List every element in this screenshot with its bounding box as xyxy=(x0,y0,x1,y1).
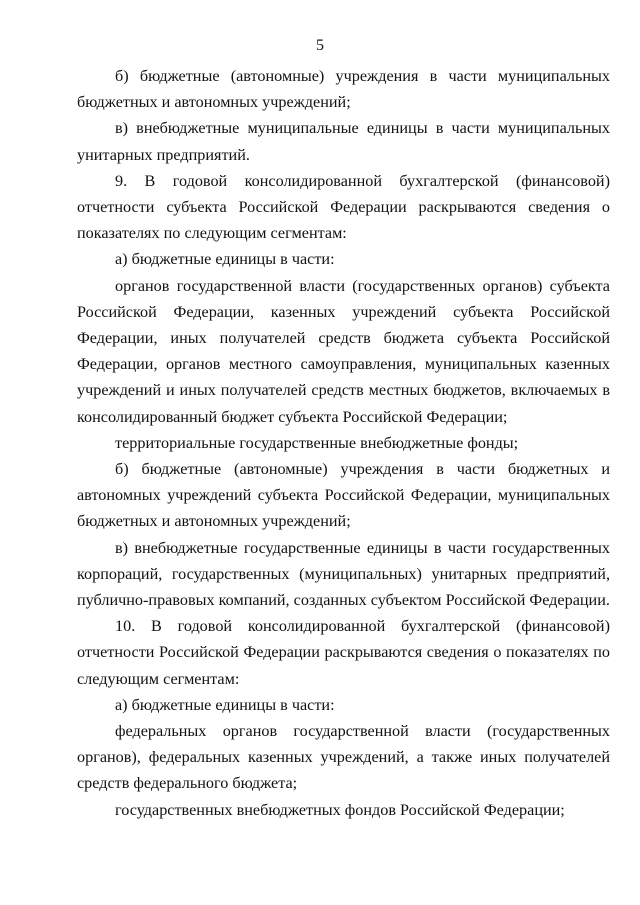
paragraph: государственных внебюджетных фондов Российской Федерации; xyxy=(115,800,565,819)
paragraph: органов государственной власти (государственных органов) субъекта Российской Федерации, казенных учреждений субъекта Российской Федерации, иных получателей средств бюджета субъекта Российской Федерации, органов местного самоуправления, муниципальных казенных учреждений и иных получателей средств местных бюджетов, включаемых в консолидированный бюджет субъекта Российской Федерации; xyxy=(77,276,610,426)
paragraph: а) бюджетные единицы в части: xyxy=(115,250,335,269)
body-text xyxy=(77,63,610,823)
paragraph: б) бюджетные (автономные) учреждения в части бюджетных и автономных учреждений субъекта Российской Федерации, муниципальных бюджетных и автономных учреждений; xyxy=(77,460,610,531)
paragraph: в) внебюджетные государственные единицы в части государственных корпораций, государственных (муниципальных) унитарных предприятий, публично-правовых компаний, созданных субъектом Российской Федерации. xyxy=(77,538,610,610)
paragraph: в) внебюджетные муниципальные единицы в части муниципальных унитарных предприятий. xyxy=(77,119,610,164)
page-number: 5 xyxy=(316,37,324,54)
paragraph: 10. В годовой консолидированной бухгалтерской (финансовой) отчетности Российской Федерации раскрываются сведения о показателях по следующим сегментам: xyxy=(77,617,610,688)
paragraph: а) бюджетные единицы в части: xyxy=(115,695,335,714)
paragraph: территориальные государственные внебюджетные фонды; xyxy=(115,433,519,452)
paragraph: федеральных органов государственной власти (государственных органов), федеральных казенных учреждений, а также иных получателей средств федерального бюджета; xyxy=(77,722,610,793)
paragraph: 9. В годовой консолидированной бухгалтерской (финансовой) отчетности субъекта Российской Федерации раскрываются сведения о показателях по следующим сегментам: xyxy=(77,171,610,243)
paragraph: б) бюджетные (автономные) учреждения в части муниципальных бюджетных и автономных учреждений; xyxy=(77,67,610,112)
